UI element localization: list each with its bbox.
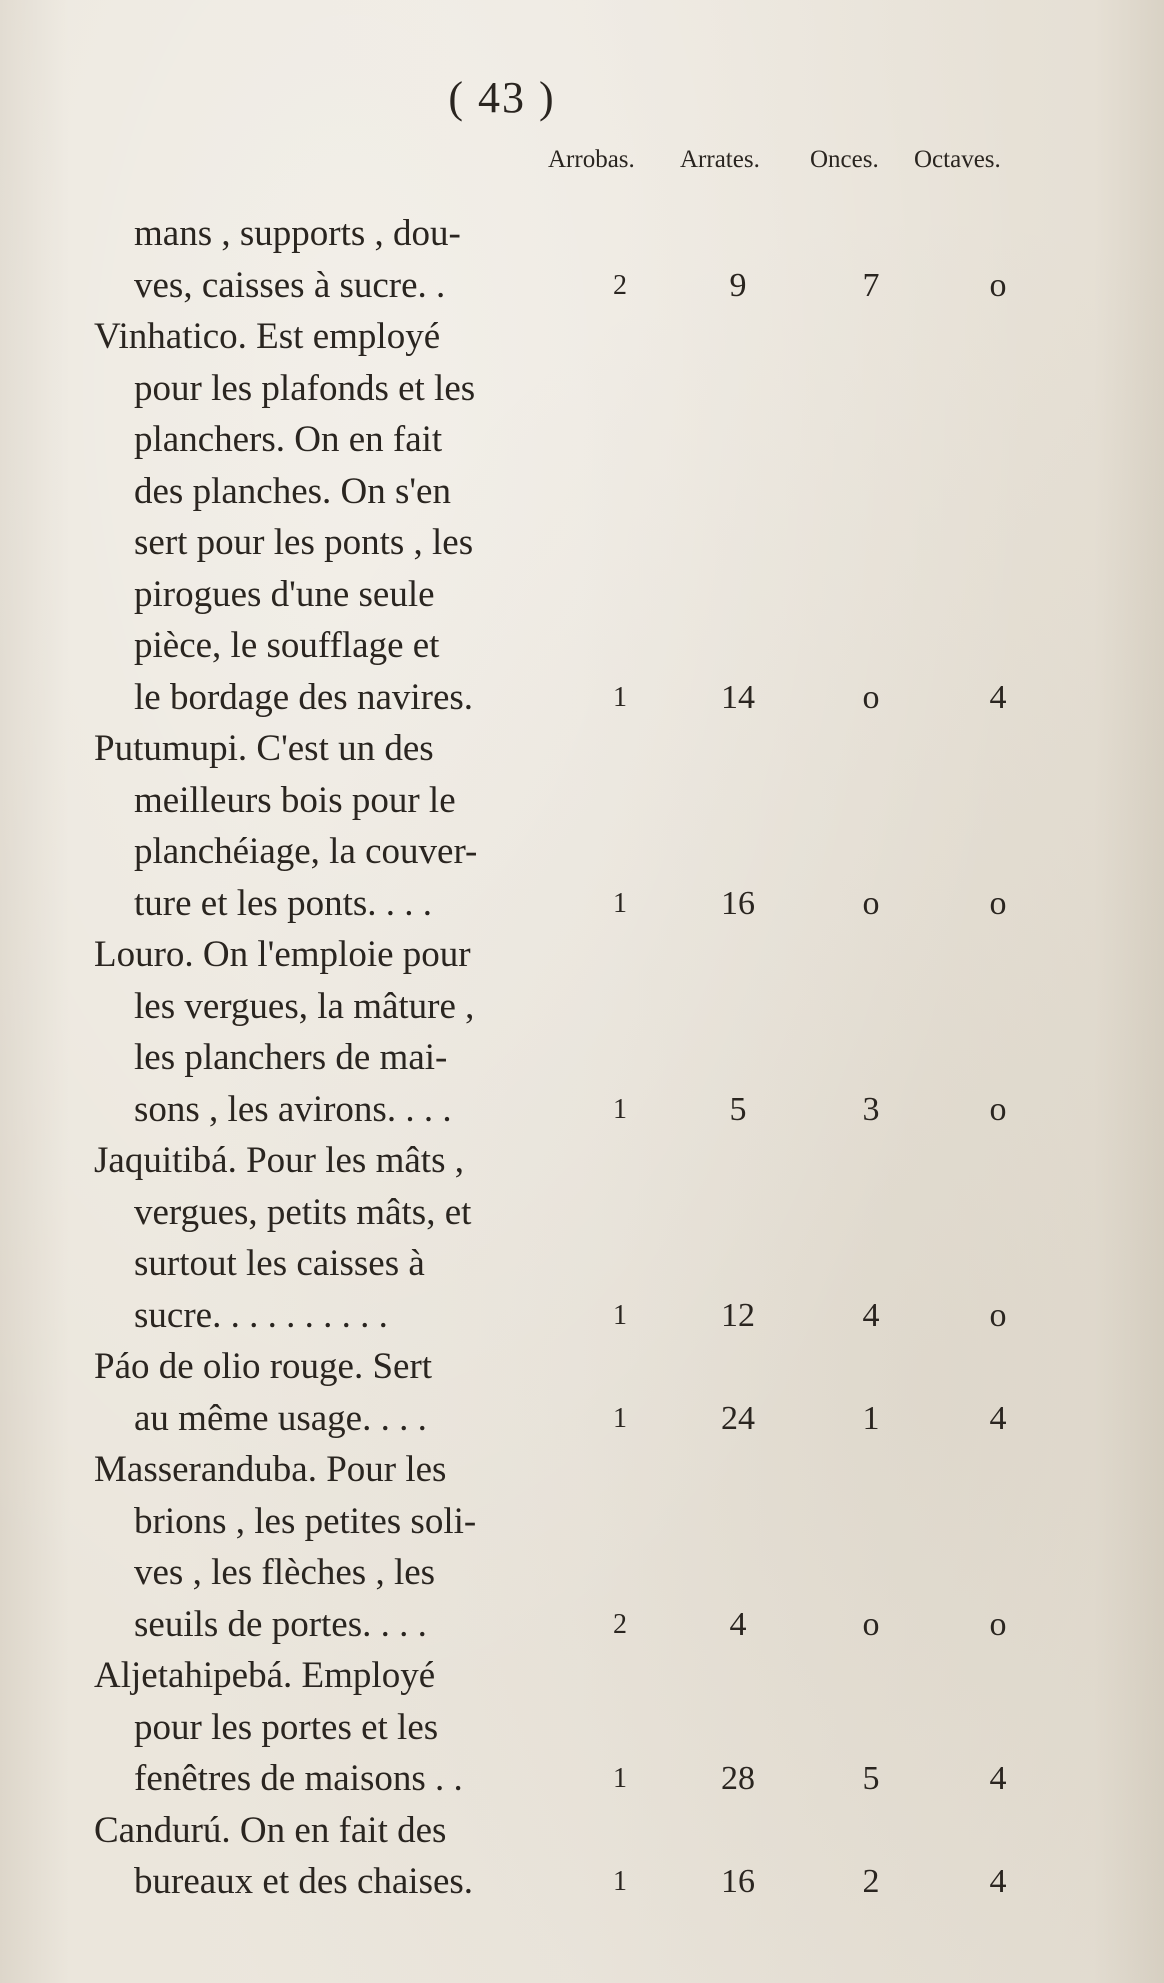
arrates-value: 9 <box>729 266 747 304</box>
onces-value: 3 <box>862 1090 880 1128</box>
entry-text-line: surtout les caisses à <box>134 1243 425 1284</box>
entry-heading-line: Aljetahipebá. Employé <box>94 1655 436 1696</box>
entry-text-line: les planchers de mai- <box>134 1037 448 1078</box>
entry-heading-line: Jaquitibá. Pour les mâts , <box>94 1140 464 1181</box>
entry-heading-line: Páo de olio rouge. Sert <box>94 1346 433 1387</box>
entry-text-line: sucre. . . . . . . . . . <box>134 1294 388 1336</box>
entry-text-line: ture et les ponts. . . . <box>134 882 433 924</box>
arrobas-value: 1 <box>613 1763 627 1794</box>
entry-text-line: pour les portes et les <box>134 1706 439 1748</box>
entry-text-line: planchers. On en fait <box>134 419 443 460</box>
wood-weight-table <box>92 208 1052 1908</box>
table-row <box>92 1135 1052 1341</box>
arrobas-value: 1 <box>613 1299 627 1331</box>
entry-text-line: fenêtres de maisons . . <box>134 1758 463 1799</box>
arrates-value: 14 <box>721 678 755 716</box>
entry-text-line: des planches. On s'en <box>134 470 451 512</box>
table-row <box>92 929 1052 1135</box>
onces-value: o <box>862 884 880 922</box>
entry-text-line: pour les plafonds et les <box>134 367 476 409</box>
arrobas-value: 2 <box>613 1608 627 1640</box>
arrates-value: 4 <box>729 1605 747 1643</box>
octaves-value: o <box>989 884 1007 922</box>
table-row <box>92 311 1052 723</box>
octaves-value: o <box>989 266 1007 304</box>
page-number: ( 43 ) <box>448 73 556 122</box>
entry-heading-line: Putumupi. C'est un des <box>94 728 434 769</box>
arrobas-value: 1 <box>613 681 627 713</box>
entry-text-line: sons , les avirons. . . . <box>134 1088 452 1130</box>
entry-text-line: brions , les petites soli- <box>134 1500 477 1542</box>
entry-heading-line: Louro. On l'emploie pour <box>94 934 471 975</box>
entry-text-line: les vergues, la mâture , <box>134 985 475 1027</box>
table-row <box>92 723 1052 929</box>
arrates-value: 28 <box>721 1760 755 1797</box>
octaves-value: 4 <box>989 1399 1007 1437</box>
onces-value: 1 <box>862 1399 880 1437</box>
entry-heading-line: mans , supports , dou- <box>134 213 461 254</box>
octaves-value: o <box>989 1090 1007 1128</box>
arrobas-value: 1 <box>613 1093 627 1125</box>
entry-text-line: ves , les flèches , les <box>134 1552 436 1593</box>
table-row <box>92 1444 1052 1650</box>
entry-text-line: au même usage. . . . <box>134 1397 427 1439</box>
entry-heading-line: Candurú. On en fait des <box>94 1809 447 1851</box>
arrobas-value: 2 <box>613 269 627 301</box>
onces-value: 5 <box>862 1760 880 1797</box>
table-row <box>92 208 1052 311</box>
entry-heading-line: Vinhatico. Est employé <box>94 316 441 357</box>
octaves-value: 4 <box>989 1863 1007 1900</box>
entry-text-line: planchéiage, la couver- <box>134 831 478 872</box>
entry-text-line: pièce, le soufflage et <box>134 625 440 666</box>
arrates-value: 16 <box>721 1863 755 1900</box>
onces-value: 7 <box>862 266 880 304</box>
arrobas-value: 1 <box>613 887 627 919</box>
octaves-value: o <box>989 1605 1007 1643</box>
entry-text-line: bureaux et des chaises. <box>134 1861 474 1902</box>
column-header-arrobas: Arrobas. <box>548 146 635 173</box>
column-header-onces: Onces. <box>810 146 879 173</box>
column-header-arrates: Arrates. <box>680 146 760 173</box>
octaves-value: o <box>989 1296 1007 1334</box>
onces-value: o <box>862 678 880 716</box>
entry-text-line: meilleurs bois pour le <box>134 779 456 821</box>
table-row <box>92 1650 1052 1805</box>
entry-text-line: sert pour les ponts , les <box>134 522 474 563</box>
column-header-octaves: Octaves. <box>914 146 1001 173</box>
arrates-value: 12 <box>721 1296 755 1334</box>
arrates-value: 24 <box>721 1399 755 1437</box>
arrobas-value: 1 <box>613 1402 627 1434</box>
entry-text-line: vergues, petits mâts, et <box>134 1191 472 1233</box>
entry-text-line: seuils de portes. . . . <box>134 1603 427 1645</box>
onces-value: 2 <box>862 1863 880 1900</box>
entry-heading-line: Masseranduba. Pour les <box>94 1449 447 1490</box>
octaves-value: 4 <box>989 1760 1007 1797</box>
column-headers <box>548 146 1048 186</box>
arrobas-value: 1 <box>613 1866 627 1897</box>
table-row <box>92 1341 1052 1444</box>
arrates-value: 5 <box>729 1090 747 1128</box>
entry-text-line: le bordage des navires. <box>134 676 474 718</box>
arrates-value: 16 <box>721 884 755 922</box>
onces-value: 4 <box>862 1296 880 1334</box>
entry-text-line: pirogues d'une seule <box>134 573 435 615</box>
entry-text-line: ves, caisses à sucre. . <box>134 264 446 306</box>
onces-value: o <box>862 1605 880 1643</box>
table-row <box>92 1805 1052 1908</box>
octaves-value: 4 <box>989 678 1007 716</box>
